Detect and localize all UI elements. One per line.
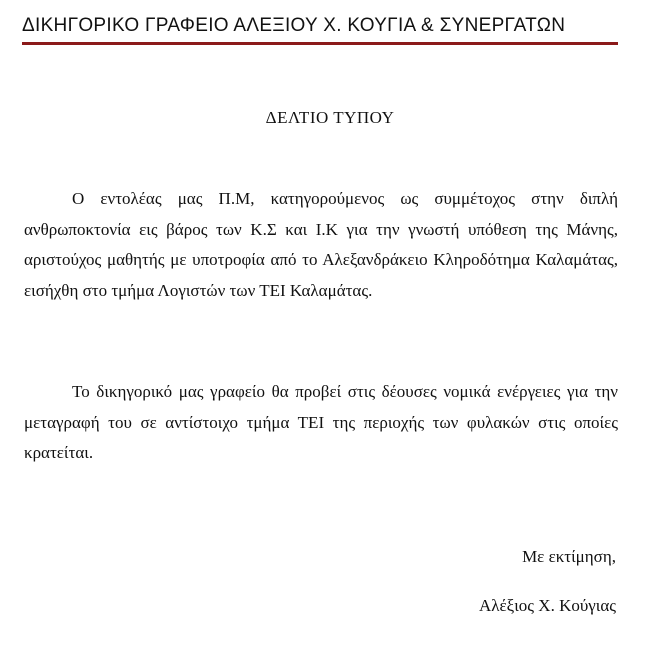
body-paragraph-1: Ο εντολέας μας Π.Μ, κατηγορούμενος ως συμμέτοχος στην διπλή ανθρωποκτονία εις βάρος των Κ.Σ και Ι.Κ για την γνωστή υπόθεση της Μάνης, αριστούχος μαθητής με υποτροφία από το Αλεξανδράκειο Κληροδότημα Καλαμάτας, εισήχθη στο τμήμα Λογιστών των ΤΕΙ Καλαμάτας.	[24, 189, 618, 300]
letterhead-firm-name: ΔΙΚΗΓΟΡΙΚΟ ΓΡΑΦΕΙΟ ΑΛΕΞΙΟΥ Χ. ΚΟΥΓΙΑ & ΣΥΝΕΡΓΑΤΩΝ	[22, 15, 566, 36]
body-paragraph-2: Το δικηγορικό μας γραφείο θα προβεί στις δέουσες νομικά ενέργειες για την μεταγραφή του σε αντίστοιχο τμήμα ΤΕΙ της περιοχής των φυλακών στις οποίες κρατείται.	[24, 382, 618, 462]
closing-salutation: Με εκτίμηση,	[522, 547, 616, 566]
signature-name: Αλέξιος Χ. Κούγιας	[479, 596, 616, 615]
document-title: ΔΕΛΤΙΟ ΤΥΠΟΥ	[265, 108, 395, 127]
letterhead-rule	[22, 42, 618, 45]
